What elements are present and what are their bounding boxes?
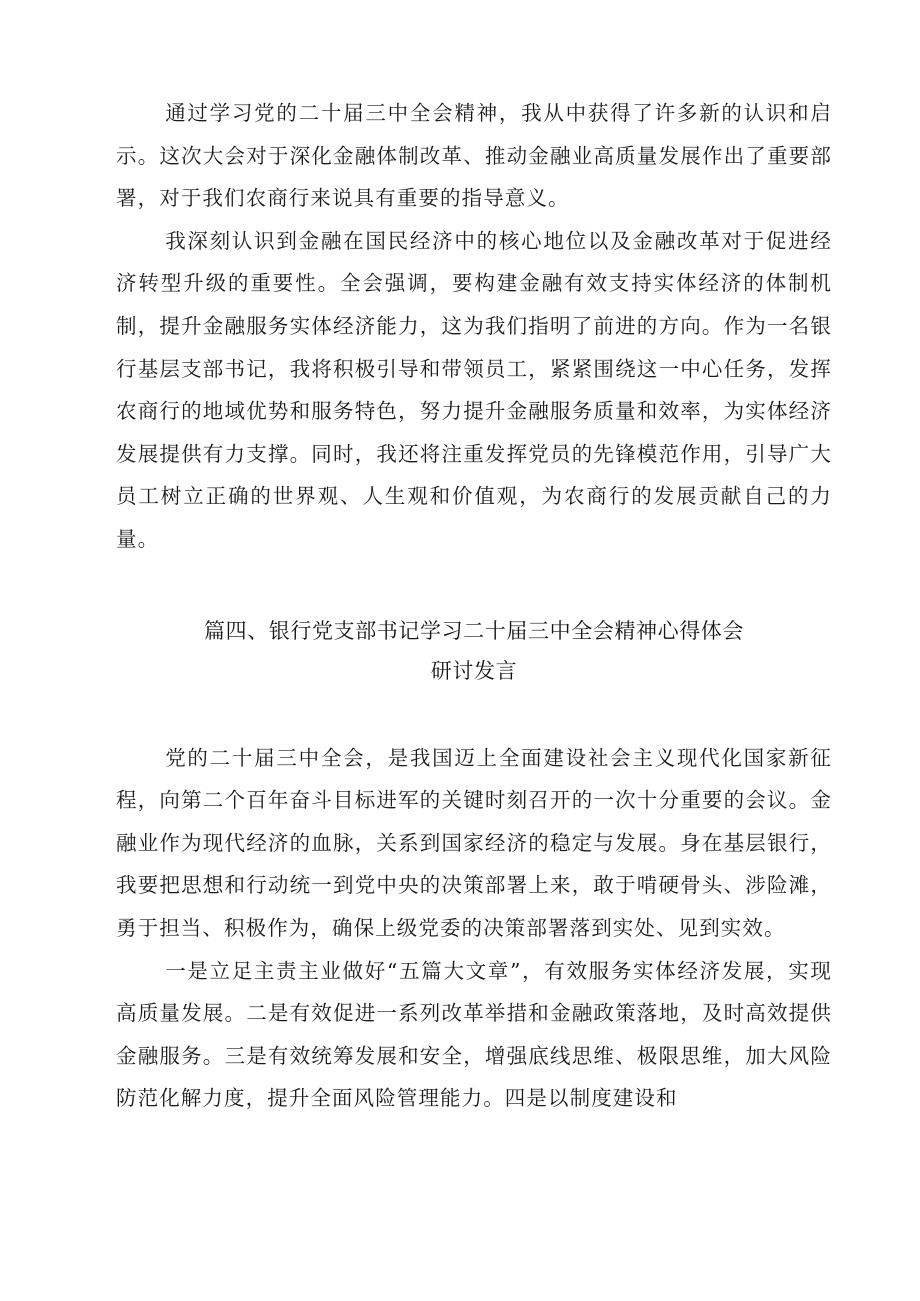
paragraph-3: 党的二十届三中全会，是我国迈上全面建设社会主义现代化国家新征程，向第二个百年奋斗目标进军的关键时刻召开的一次十分重要的会议。金融业作为现代经济的血脉，关系到国家经济的稳定与发展。身在基层银行，我要把思想和行动统一到党中央的决策部署上来，敢于啃硬骨头、涉险滩，勇于担当、积极作为，确保上级党委的决策部署落到实处、见到实效。 bbox=[116, 745, 832, 940]
document-content bbox=[116, 92, 832, 1120]
section-heading-line-2: 研讨发言 bbox=[430, 658, 518, 683]
section-heading-line-1: 篇四、银行党支部书记学习二十届三中全会精神心得体会 bbox=[204, 618, 744, 643]
spacer bbox=[116, 561, 832, 611]
paragraph-4: 一是立足主责主业做好“五篇大文章”，有效服务实体经济发展，实现高质量发展。二是有效促进一系列改革举措和金融政策落地，及时高效提供金融服务。三是有效统筹发展和安全，增强底线思维、极限思维，加大风险防范化解力度，提升全面风险管理能力。四是以制度建设和 bbox=[116, 958, 832, 1111]
section-heading bbox=[116, 611, 832, 691]
paragraph-1: 通过学习党的二十届三中全会精神，我从中获得了许多新的认识和启示。这次大会对于深化金融体制改革、推动金融业高质量发展作出了重要部署，对于我们农商行来说具有重要的指导意义。 bbox=[116, 101, 832, 211]
spacer bbox=[116, 691, 832, 737]
paragraph-2: 我深刻认识到金融在国民经济中的核心地位以及金融改革对于促进经济转型升级的重要性。全会强调，要构建金融有效支持实体经济的体制机制，提升金融服务实体经济能力，这为我们指明了前进的方向。作为一名银行基层支部书记，我将积极引导和带领员工，紧紧围绕这一中心任务，发挥农商行的地域优势和服务特色，努力提升金融服务质量和效率，为实体经济发展提供有力支撑。同时，我还将注重发挥党员的先锋模范作用，引导广大员工树立正确的世界观、人生观和价值观，为农商行的发展贡献自己的力量。 bbox=[116, 228, 832, 551]
